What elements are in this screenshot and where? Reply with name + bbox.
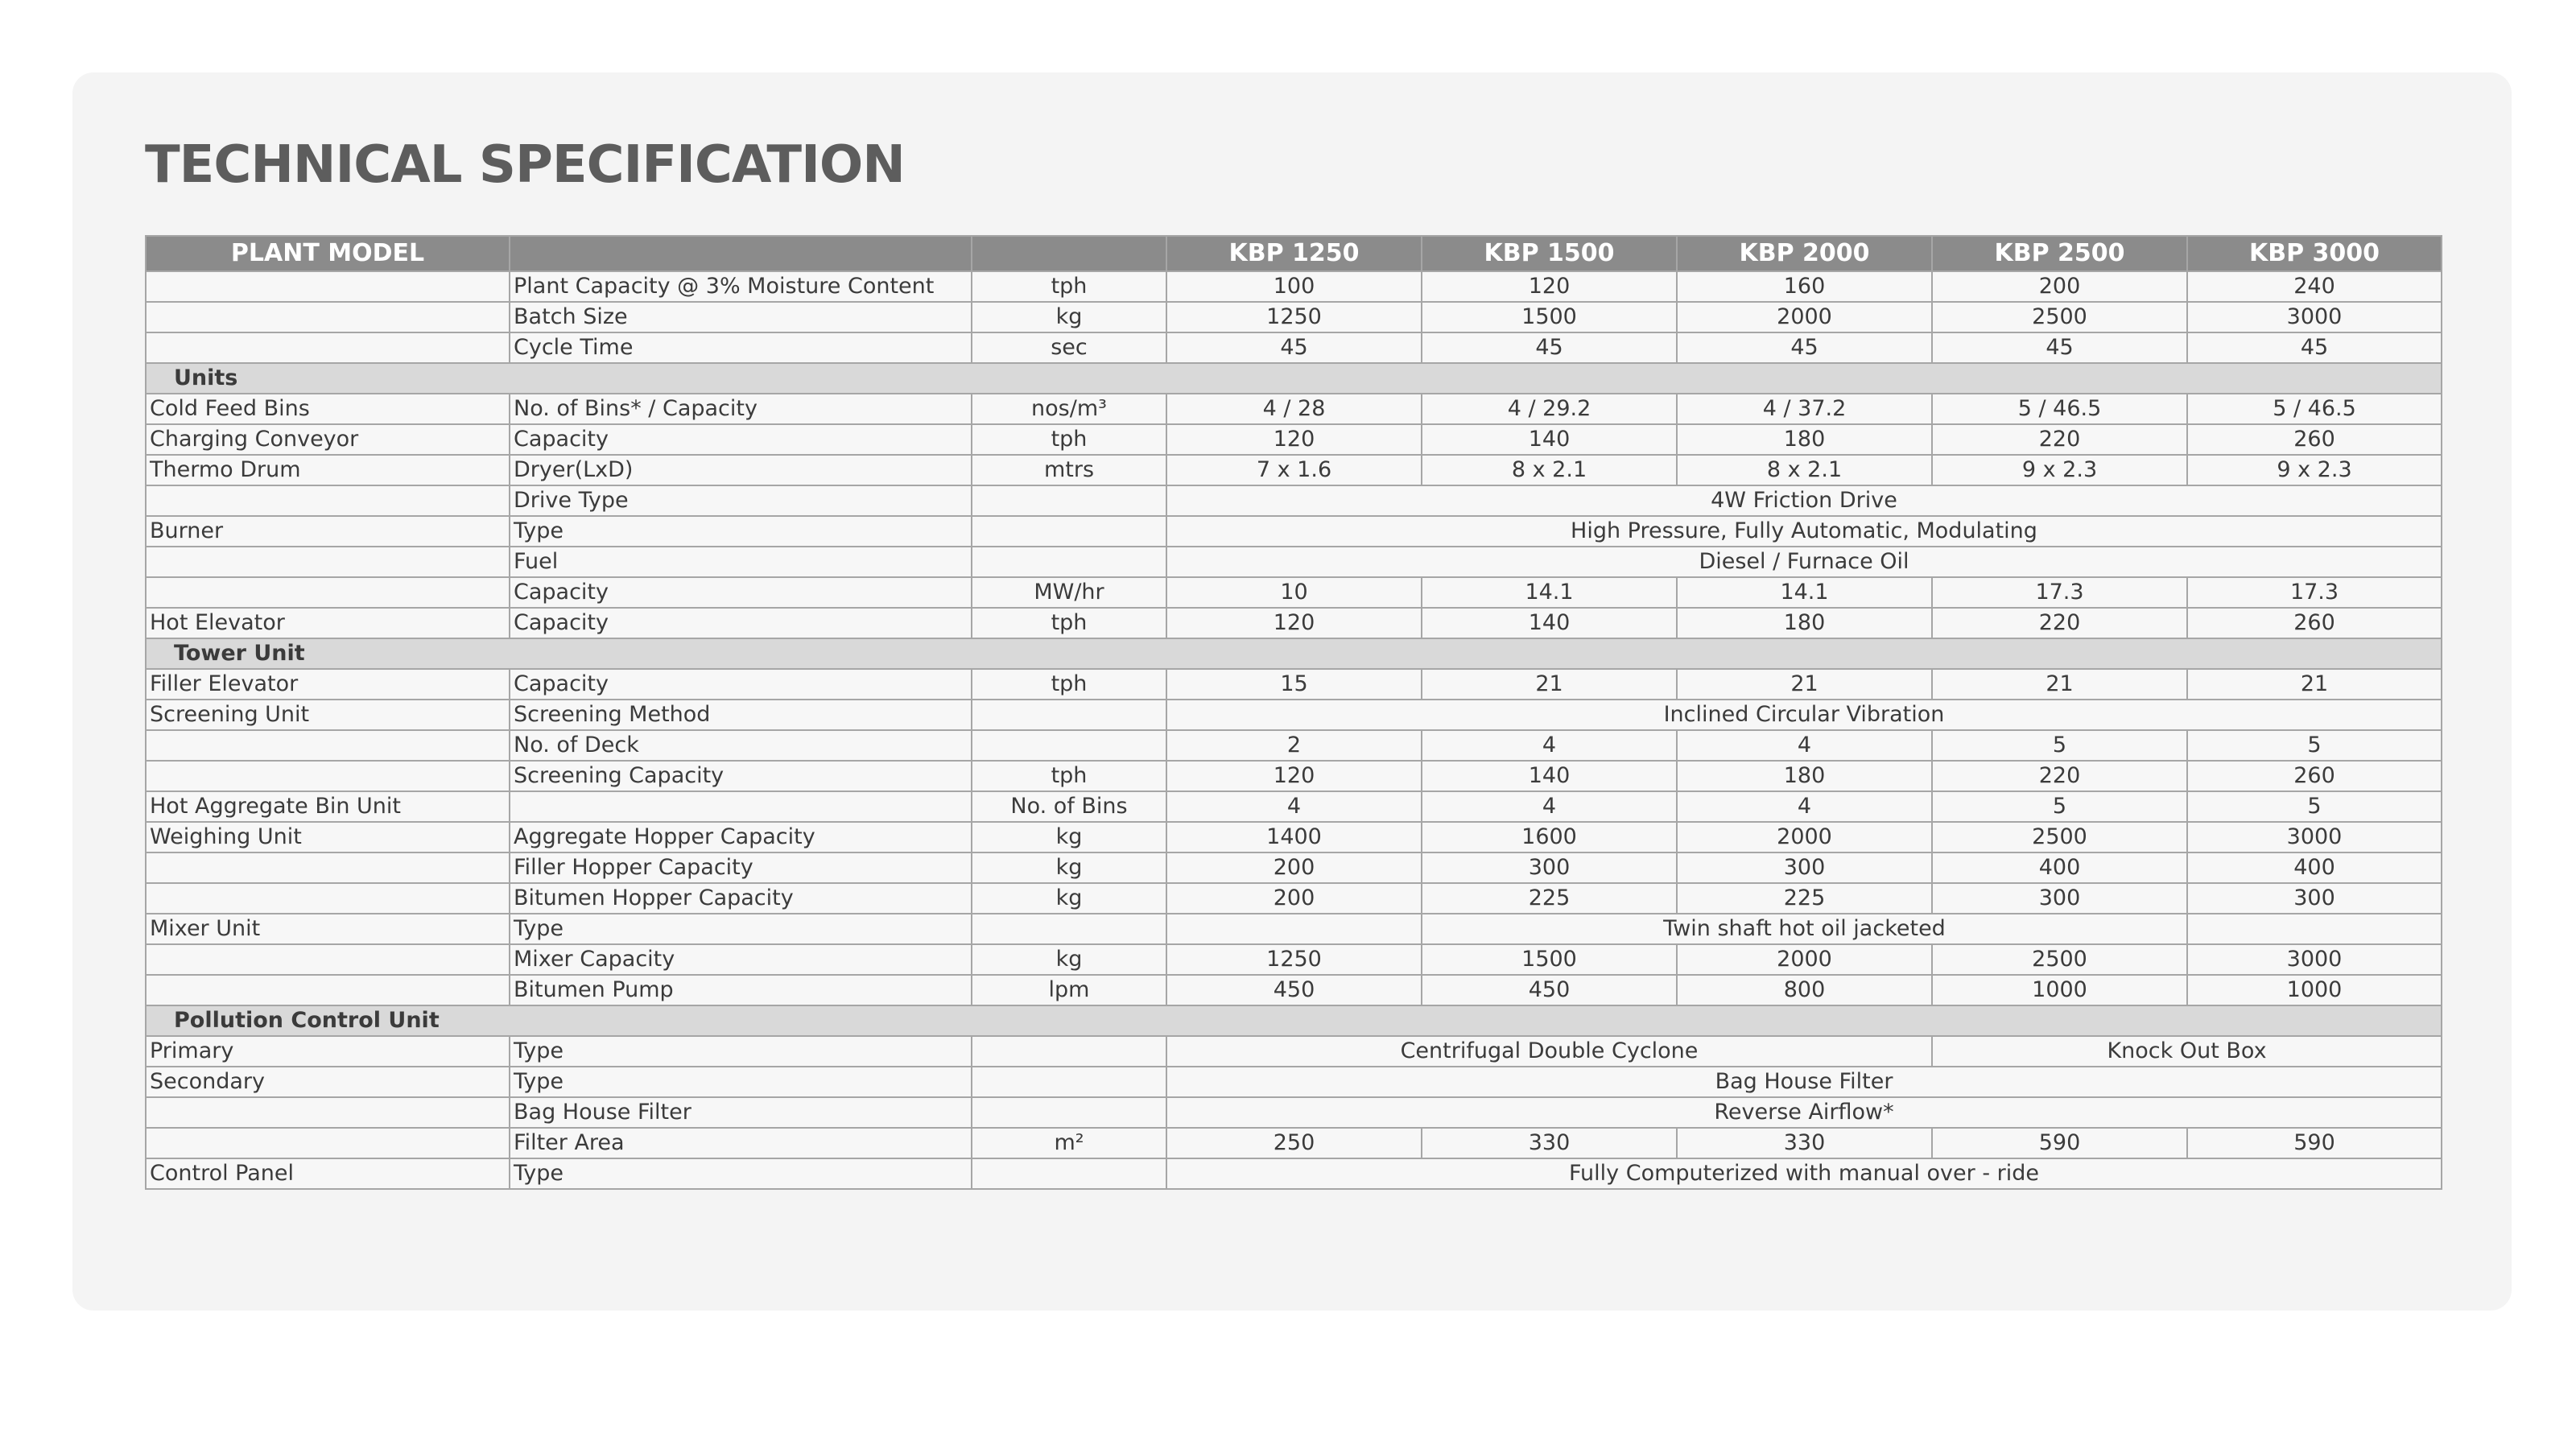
unit-of-measure-cell bbox=[972, 1097, 1166, 1128]
unit-name-cell bbox=[146, 944, 510, 975]
table-row bbox=[146, 424, 2442, 455]
table-row bbox=[146, 332, 2442, 363]
value-cell: 4 bbox=[1422, 791, 1677, 822]
value-cell: 800 bbox=[1677, 975, 1932, 1005]
header-row bbox=[146, 236, 2442, 271]
table-row bbox=[146, 883, 2442, 914]
parameter-cell: Fuel bbox=[510, 547, 972, 577]
value-cell: 180 bbox=[1677, 761, 1932, 791]
table-row bbox=[146, 577, 2442, 608]
unit-of-measure-cell: tph bbox=[972, 271, 1166, 302]
unit-of-measure-cell: kg bbox=[972, 944, 1166, 975]
value-cell: 5 / 46.5 bbox=[2187, 394, 2442, 424]
table-row bbox=[146, 271, 2442, 302]
unit-name-cell bbox=[146, 761, 510, 791]
parameter-cell: No. of Bins* / Capacity bbox=[510, 394, 972, 424]
parameter-cell: Screening Method bbox=[510, 700, 972, 730]
unit-of-measure-cell bbox=[972, 516, 1166, 547]
table-row bbox=[146, 700, 2442, 730]
value-cell: 590 bbox=[1932, 1128, 2187, 1158]
value-cell: 260 bbox=[2187, 424, 2442, 455]
merged-value-cell: Diesel / Furnace Oil bbox=[1166, 547, 2442, 577]
value-cell: 3000 bbox=[2187, 302, 2442, 332]
unit-name-cell bbox=[146, 852, 510, 883]
value-cell: 225 bbox=[1677, 883, 1932, 914]
value-cell: 400 bbox=[1932, 852, 2187, 883]
unit-name-cell bbox=[146, 1097, 510, 1128]
value-cell: 5 / 46.5 bbox=[1932, 394, 2187, 424]
table-row bbox=[146, 761, 2442, 791]
unit-of-measure-cell: lpm bbox=[972, 975, 1166, 1005]
parameter-cell: Type bbox=[510, 1067, 972, 1097]
merged-value-cell: Fully Computerized with manual over - ride bbox=[1166, 1158, 2442, 1189]
page-title: TECHNICAL SPECIFICATION bbox=[145, 135, 905, 195]
value-cell: 140 bbox=[1422, 761, 1677, 791]
unit-of-measure-cell: No. of Bins bbox=[972, 791, 1166, 822]
unit-name-cell bbox=[146, 1128, 510, 1158]
value-cell: 45 bbox=[1166, 332, 1422, 363]
value-cell: 100 bbox=[1166, 271, 1422, 302]
value-cell: 2500 bbox=[1932, 822, 2187, 852]
unit-name-cell: Weighing Unit bbox=[146, 822, 510, 852]
table-row bbox=[146, 1128, 2442, 1158]
unit-of-measure-cell bbox=[972, 547, 1166, 577]
value-cell: 450 bbox=[1422, 975, 1677, 1005]
unit-name-cell: Secondary bbox=[146, 1067, 510, 1097]
value-cell: 180 bbox=[1677, 424, 1932, 455]
value-cell: 5 bbox=[2187, 791, 2442, 822]
unit-name-cell bbox=[146, 577, 510, 608]
unit-of-measure-cell: tph bbox=[972, 608, 1166, 638]
value-cell: 4 bbox=[1677, 791, 1932, 822]
table-row bbox=[146, 914, 2442, 944]
table-row bbox=[146, 547, 2442, 577]
header-blank-unit bbox=[972, 236, 1166, 271]
value-cell: 300 bbox=[1422, 852, 1677, 883]
header-model: KBP 1500 bbox=[1422, 236, 1677, 271]
value-cell: 3000 bbox=[2187, 822, 2442, 852]
parameter-cell: Screening Capacity bbox=[510, 761, 972, 791]
parameter-cell: Cycle Time bbox=[510, 332, 972, 363]
unit-of-measure-cell: nos/m³ bbox=[972, 394, 1166, 424]
value-cell: 260 bbox=[2187, 761, 2442, 791]
parameter-cell: Bitumen Hopper Capacity bbox=[510, 883, 972, 914]
value-cell: 120 bbox=[1422, 271, 1677, 302]
value-cell: 300 bbox=[1932, 883, 2187, 914]
unit-name-cell: Charging Conveyor bbox=[146, 424, 510, 455]
unit-name-cell: Cold Feed Bins bbox=[146, 394, 510, 424]
value-cell: 2500 bbox=[1932, 302, 2187, 332]
unit-of-measure-cell bbox=[972, 730, 1166, 761]
value-cell: 15 bbox=[1166, 669, 1422, 700]
table-row bbox=[146, 302, 2442, 332]
value-cell: 9 x 2.3 bbox=[1932, 455, 2187, 485]
parameter-cell: Dryer(LxD) bbox=[510, 455, 972, 485]
unit-of-measure-cell bbox=[972, 1158, 1166, 1189]
value-cell: 5 bbox=[2187, 730, 2442, 761]
parameter-cell: Type bbox=[510, 516, 972, 547]
value-cell: 250 bbox=[1166, 1128, 1422, 1158]
merged-value-cell: Inclined Circular Vibration bbox=[1166, 700, 2442, 730]
spec-table-body bbox=[146, 271, 2442, 1189]
value-cell: 300 bbox=[1677, 852, 1932, 883]
header-model: KBP 2000 bbox=[1677, 236, 1932, 271]
value-cell: 17.3 bbox=[1932, 577, 2187, 608]
value-cell bbox=[1166, 914, 1422, 944]
value-cell: 590 bbox=[2187, 1128, 2442, 1158]
value-cell: 220 bbox=[1932, 424, 2187, 455]
unit-of-measure-cell bbox=[972, 700, 1166, 730]
merged-value-cell: Twin shaft hot oil jacketed bbox=[1422, 914, 2187, 944]
unit-name-cell bbox=[146, 883, 510, 914]
value-cell: 260 bbox=[2187, 608, 2442, 638]
value-cell: 8 x 2.1 bbox=[1422, 455, 1677, 485]
value-cell: 140 bbox=[1422, 608, 1677, 638]
merged-value-cell: Bag House Filter bbox=[1166, 1067, 2442, 1097]
value-cell: 2000 bbox=[1677, 302, 1932, 332]
value-cell: 21 bbox=[1422, 669, 1677, 700]
unit-of-measure-cell: MW/hr bbox=[972, 577, 1166, 608]
value-cell: 1500 bbox=[1422, 302, 1677, 332]
table-row bbox=[146, 1158, 2442, 1189]
value-cell: 21 bbox=[2187, 669, 2442, 700]
parameter-cell bbox=[510, 791, 972, 822]
value-cell: 4 / 28 bbox=[1166, 394, 1422, 424]
merged-value-cell: Reverse Airflow* bbox=[1166, 1097, 2442, 1128]
unit-name-cell bbox=[146, 547, 510, 577]
unit-name-cell bbox=[146, 975, 510, 1005]
unit-of-measure-cell: tph bbox=[972, 424, 1166, 455]
merged-value-cell: 4W Friction Drive bbox=[1166, 485, 2442, 516]
table-row bbox=[146, 944, 2442, 975]
unit-name-cell: Filler Elevator bbox=[146, 669, 510, 700]
value-cell: 160 bbox=[1677, 271, 1932, 302]
table-row bbox=[146, 516, 2442, 547]
value-cell: 8 x 2.1 bbox=[1677, 455, 1932, 485]
table-row bbox=[146, 1036, 2442, 1067]
table-row bbox=[146, 852, 2442, 883]
value-cell: 2 bbox=[1166, 730, 1422, 761]
value-cell: 9 x 2.3 bbox=[2187, 455, 2442, 485]
value-cell: 4 bbox=[1677, 730, 1932, 761]
table-row bbox=[146, 975, 2442, 1005]
value-cell: 120 bbox=[1166, 608, 1422, 638]
value-cell: 1250 bbox=[1166, 302, 1422, 332]
header-model: KBP 3000 bbox=[2187, 236, 2442, 271]
parameter-cell: Type bbox=[510, 1036, 972, 1067]
unit-of-measure-cell bbox=[972, 485, 1166, 516]
value-cell: 120 bbox=[1166, 761, 1422, 791]
value-cell: 120 bbox=[1166, 424, 1422, 455]
value-cell bbox=[2187, 914, 2442, 944]
unit-of-measure-cell bbox=[972, 914, 1166, 944]
unit-name-cell: Thermo Drum bbox=[146, 455, 510, 485]
parameter-cell: Capacity bbox=[510, 424, 972, 455]
unit-name-cell bbox=[146, 332, 510, 363]
value-cell: 5 bbox=[1932, 730, 2187, 761]
value-cell: 21 bbox=[1932, 669, 2187, 700]
parameter-cell: Plant Capacity @ 3% Moisture Content bbox=[510, 271, 972, 302]
table-row bbox=[146, 455, 2442, 485]
unit-of-measure-cell bbox=[972, 1067, 1166, 1097]
value-cell: 17.3 bbox=[2187, 577, 2442, 608]
value-cell: 1500 bbox=[1422, 944, 1677, 975]
value-cell: 400 bbox=[2187, 852, 2442, 883]
header-plant-model: PLANT MODEL bbox=[146, 236, 510, 271]
unit-of-measure-cell: m² bbox=[972, 1128, 1166, 1158]
unit-name-cell: Screening Unit bbox=[146, 700, 510, 730]
value-cell: 14.1 bbox=[1677, 577, 1932, 608]
section-row bbox=[146, 1005, 2442, 1036]
parameter-cell: Type bbox=[510, 914, 972, 944]
value-cell: 1250 bbox=[1166, 944, 1422, 975]
value-cell: 14.1 bbox=[1422, 577, 1677, 608]
section-heading: Tower Unit bbox=[146, 638, 2442, 669]
parameter-cell: Batch Size bbox=[510, 302, 972, 332]
unit-name-cell: Burner bbox=[146, 516, 510, 547]
value-cell: 330 bbox=[1422, 1128, 1677, 1158]
value-cell: 21 bbox=[1677, 669, 1932, 700]
unit-of-measure-cell: mtrs bbox=[972, 455, 1166, 485]
section-row bbox=[146, 363, 2442, 394]
value-cell: 1000 bbox=[1932, 975, 2187, 1005]
spec-table-header bbox=[146, 236, 2442, 271]
unit-name-cell: Primary bbox=[146, 1036, 510, 1067]
parameter-cell: No. of Deck bbox=[510, 730, 972, 761]
table-row bbox=[146, 822, 2442, 852]
header-blank-parameter bbox=[510, 236, 972, 271]
value-cell: 200 bbox=[1932, 271, 2187, 302]
section-row bbox=[146, 638, 2442, 669]
value-cell: 200 bbox=[1166, 883, 1422, 914]
value-cell: 3000 bbox=[2187, 944, 2442, 975]
parameter-cell: Capacity bbox=[510, 577, 972, 608]
table-row bbox=[146, 608, 2442, 638]
section-heading: Units bbox=[146, 363, 2442, 394]
value-cell: 1000 bbox=[2187, 975, 2442, 1005]
parameter-cell: Filler Hopper Capacity bbox=[510, 852, 972, 883]
value-cell: 2000 bbox=[1677, 822, 1932, 852]
unit-name-cell bbox=[146, 271, 510, 302]
value-cell: 45 bbox=[1677, 332, 1932, 363]
value-cell: 2000 bbox=[1677, 944, 1932, 975]
value-cell: 45 bbox=[2187, 332, 2442, 363]
parameter-cell: Drive Type bbox=[510, 485, 972, 516]
unit-of-measure-cell: kg bbox=[972, 883, 1166, 914]
parameter-cell: Bag House Filter bbox=[510, 1097, 972, 1128]
header-model: KBP 2500 bbox=[1932, 236, 2187, 271]
parameter-cell: Capacity bbox=[510, 608, 972, 638]
value-cell: 4 / 37.2 bbox=[1677, 394, 1932, 424]
value-cell: 2500 bbox=[1932, 944, 2187, 975]
unit-name-cell: Control Panel bbox=[146, 1158, 510, 1189]
table-row bbox=[146, 1067, 2442, 1097]
table-row bbox=[146, 730, 2442, 761]
value-cell: 240 bbox=[2187, 271, 2442, 302]
unit-of-measure-cell: tph bbox=[972, 761, 1166, 791]
value-cell: 300 bbox=[2187, 883, 2442, 914]
unit-of-measure-cell: tph bbox=[972, 669, 1166, 700]
value-cell: 220 bbox=[1932, 608, 2187, 638]
unit-name-cell bbox=[146, 730, 510, 761]
unit-of-measure-cell: kg bbox=[972, 822, 1166, 852]
unit-of-measure-cell: kg bbox=[972, 852, 1166, 883]
parameter-cell: Mixer Capacity bbox=[510, 944, 972, 975]
spec-table bbox=[145, 235, 2442, 1190]
parameter-cell: Bitumen Pump bbox=[510, 975, 972, 1005]
header-model: KBP 1250 bbox=[1166, 236, 1422, 271]
merged-value-cell: Centrifugal Double Cyclone bbox=[1166, 1036, 1932, 1067]
table-row bbox=[146, 394, 2442, 424]
value-cell: 330 bbox=[1677, 1128, 1932, 1158]
parameter-cell: Capacity bbox=[510, 669, 972, 700]
merged-value-cell: High Pressure, Fully Automatic, Modulating bbox=[1166, 516, 2442, 547]
parameter-cell: Type bbox=[510, 1158, 972, 1189]
value-cell: 4 bbox=[1166, 791, 1422, 822]
unit-of-measure-cell bbox=[972, 1036, 1166, 1067]
table-row bbox=[146, 485, 2442, 516]
table-row bbox=[146, 669, 2442, 700]
section-heading: Pollution Control Unit bbox=[146, 1005, 2442, 1036]
unit-name-cell: Hot Aggregate Bin Unit bbox=[146, 791, 510, 822]
value-cell: 220 bbox=[1932, 761, 2187, 791]
value-cell: 180 bbox=[1677, 608, 1932, 638]
value-cell: 450 bbox=[1166, 975, 1422, 1005]
value-cell: 4 / 29.2 bbox=[1422, 394, 1677, 424]
value-cell: 45 bbox=[1932, 332, 2187, 363]
unit-of-measure-cell: kg bbox=[972, 302, 1166, 332]
value-cell: 225 bbox=[1422, 883, 1677, 914]
unit-name-cell bbox=[146, 485, 510, 516]
unit-name-cell: Mixer Unit bbox=[146, 914, 510, 944]
value-cell: 10 bbox=[1166, 577, 1422, 608]
parameter-cell: Aggregate Hopper Capacity bbox=[510, 822, 972, 852]
value-cell: 5 bbox=[1932, 791, 2187, 822]
value-cell: 140 bbox=[1422, 424, 1677, 455]
value-cell: 1600 bbox=[1422, 822, 1677, 852]
table-row bbox=[146, 791, 2442, 822]
unit-name-cell bbox=[146, 302, 510, 332]
value-cell: 45 bbox=[1422, 332, 1677, 363]
parameter-cell: Filter Area bbox=[510, 1128, 972, 1158]
value-cell: 1400 bbox=[1166, 822, 1422, 852]
value-cell: 7 x 1.6 bbox=[1166, 455, 1422, 485]
value-cell: 200 bbox=[1166, 852, 1422, 883]
unit-of-measure-cell: sec bbox=[972, 332, 1166, 363]
value-cell: 4 bbox=[1422, 730, 1677, 761]
unit-name-cell: Hot Elevator bbox=[146, 608, 510, 638]
merged-value-cell: Knock Out Box bbox=[1932, 1036, 2442, 1067]
table-row bbox=[146, 1097, 2442, 1128]
